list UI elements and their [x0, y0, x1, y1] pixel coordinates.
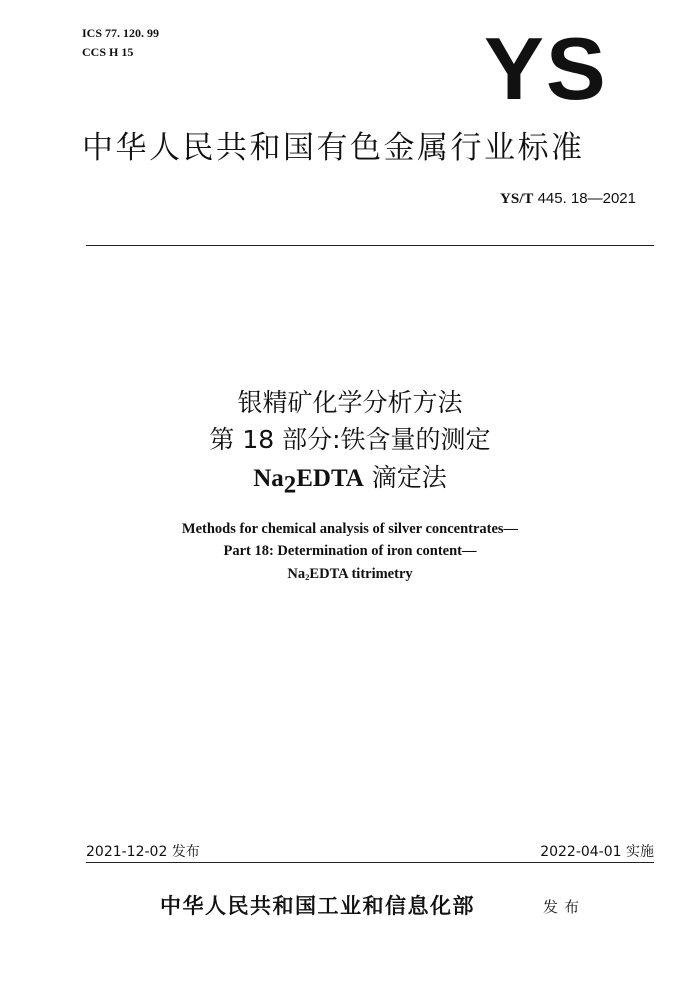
- edta-titrimetry-text: EDTA titrimetry: [309, 566, 413, 582]
- ccs-code: CCS H 15: [82, 45, 134, 59]
- edta-text: EDTA: [296, 465, 364, 492]
- na-text: Na: [253, 465, 284, 492]
- top-divider: [86, 245, 654, 246]
- standard-number: [500, 190, 636, 208]
- ys-logo: YS: [484, 19, 608, 118]
- standard-number-value: 445. 18—2021: [533, 190, 636, 207]
- titration-text: 滴定法: [363, 463, 447, 492]
- subscript-2-en: 2: [305, 572, 310, 583]
- na-text-en: Na: [287, 566, 306, 582]
- chinese-title-line-2: 第 18 部分:铁含量的测定: [209, 425, 491, 454]
- english-title-line-1: Methods for chemical analysis of silver concentrates—: [181, 521, 519, 537]
- chinese-title-line-1: 银精矿化学分析方法: [237, 388, 463, 417]
- ics-code: ICS 77. 120. 99: [82, 26, 160, 40]
- chinese-title-line-3: [0, 459, 700, 504]
- subscript-2: 2: [283, 471, 297, 499]
- standard-category-title: 中华人民共和国有色金属行业标准: [82, 130, 585, 166]
- bottom-divider: [86, 862, 654, 863]
- implementation-date: 2022-04-01 实施: [540, 844, 654, 860]
- issue-date: 2021-12-02 发布: [86, 844, 200, 860]
- classification-codes: [82, 24, 159, 62]
- standard-number-prefix: YS/T: [500, 191, 534, 207]
- english-title-line-2: Part 18: Determination of iron content—: [223, 543, 477, 559]
- publisher-name: 中华人民共和国工业和信息化部: [160, 893, 475, 918]
- english-title-line-3: [0, 563, 700, 588]
- publish-label: 发布: [543, 898, 586, 916]
